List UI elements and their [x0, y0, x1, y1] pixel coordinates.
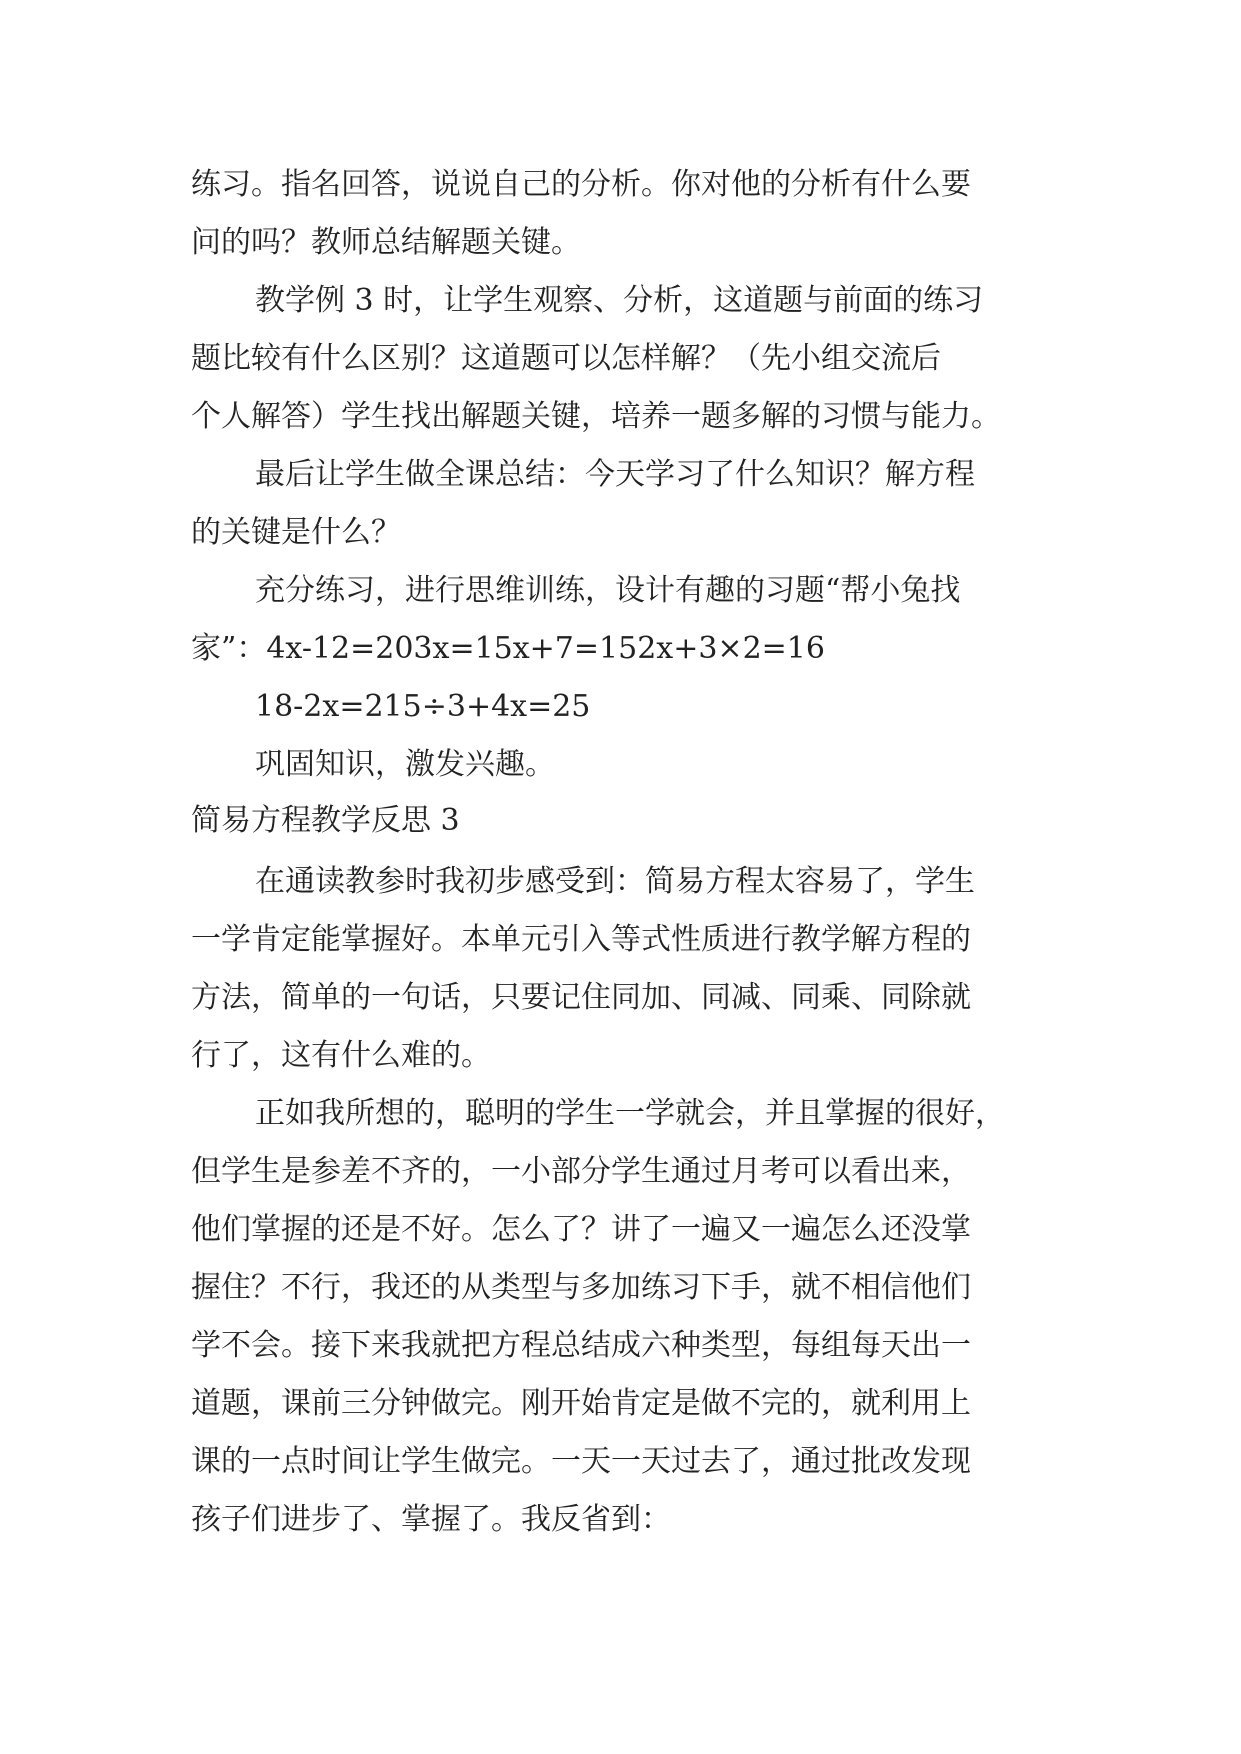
- text-line: 方法，简单的一句话，只要记住同加、同减、同乘、同除就: [191, 980, 971, 1015]
- paragraph-start: 正如我所想的，聪明的学生一学就会，并且掌握的很好，: [255, 1096, 1005, 1131]
- text-line: 课的一点时间让学生做完。一天一天过去了，通过批改发现: [191, 1444, 971, 1479]
- paragraph-start: 在通读教参时我初步感受到：简易方程太容易了，学生: [255, 864, 975, 899]
- text-line: 但学生是参差不齐的，一小部分学生通过月考可以看出来，: [191, 1154, 971, 1189]
- section-heading: 简易方程教学反思 3: [191, 803, 460, 838]
- paragraph-start: 最后让学生做全课总结：今天学习了什么知识？解方程: [255, 457, 975, 492]
- text-line: 一学肯定能掌握好。本单元引入等式性质进行教学解方程的: [191, 922, 971, 957]
- text-line: 道题，课前三分钟做完。刚开始肯定是做不完的，就利用上: [191, 1386, 971, 1421]
- equation-line: 18-2x=215÷3+4x=25: [255, 689, 591, 724]
- paragraph-start: 教学例 3 时，让学生观察、分析，这道题与前面的练习: [255, 283, 984, 318]
- text-line: 题比较有什么区别？这道题可以怎样解？（先小组交流后: [191, 341, 941, 376]
- equation-line: 家”：4x-12=203x=15x+7=152x+3×2=16: [191, 631, 825, 666]
- text-line: 孩子们进步了、掌握了。我反省到：: [191, 1502, 671, 1537]
- text-line: 学不会。接下来我就把方程总结成六种类型，每组每天出一: [191, 1328, 971, 1363]
- text-line: 行了，这有什么难的。: [191, 1038, 491, 1073]
- text-line: 练习。指名回答，说说自己的分析。你对他的分析有什么要: [191, 167, 971, 202]
- text-line: 握住？不行，我还的从类型与多加练习下手，就不相信他们: [191, 1270, 971, 1305]
- text-line: 问的吗？教师总结解题关键。: [191, 225, 581, 260]
- text-line: 个人解答）学生找出解题关键，培养一题多解的习惯与能力。: [191, 399, 1001, 434]
- text-line: 的关键是什么？: [191, 515, 401, 550]
- text-line: 他们掌握的还是不好。怎么了？讲了一遍又一遍怎么还没掌: [191, 1212, 971, 1247]
- paragraph-start: 巩固知识，激发兴趣。: [255, 747, 555, 782]
- paragraph-start: 充分练习，进行思维训练，设计有趣的习题“帮小兔找: [255, 573, 961, 608]
